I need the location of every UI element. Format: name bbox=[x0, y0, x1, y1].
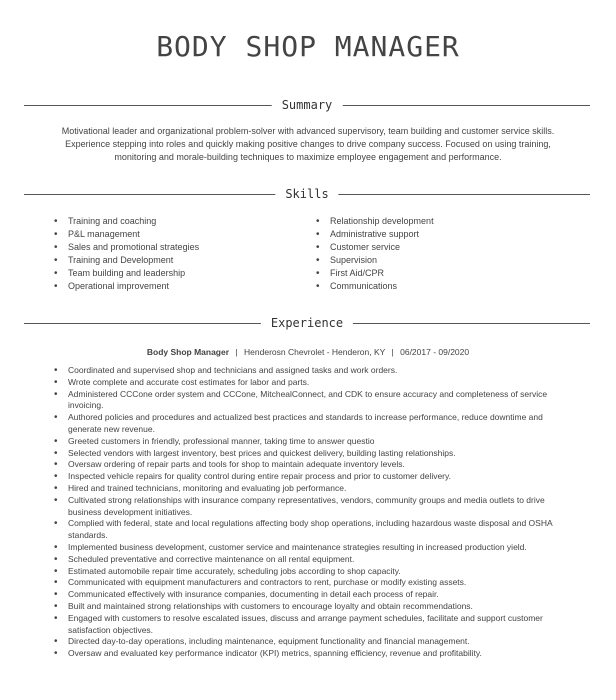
list-item: • Wrote complete and accurate cost estimates for labor and parts. bbox=[54, 377, 564, 389]
skill-item: • Supervision bbox=[316, 254, 434, 267]
skill-item: • P&L management bbox=[54, 228, 199, 241]
job-dates: 06/2017 - 09/2020 bbox=[400, 347, 470, 357]
skill-item: • Team building and leadership bbox=[54, 267, 199, 280]
experience-bullets bbox=[54, 365, 564, 660]
summary-section-header bbox=[24, 97, 590, 113]
resume-name: BODY SHOP MANAGER bbox=[156, 30, 460, 63]
list-item: • Scheduled preventative and corrective maintenance on all rental equipment. bbox=[54, 554, 564, 566]
list-item: • Complied with federal, state and local regulations affecting body shop operations, including hazardous waste disposal and OSHA standards. bbox=[54, 518, 564, 542]
summary-line: monitoring and morale-building techniques to maximize employee engagement and performance. bbox=[114, 152, 502, 162]
skills-section-header bbox=[24, 186, 590, 202]
skill-item: • First Aid/CPR bbox=[316, 267, 434, 280]
list-item: • Inspected vehicle repairs for quality control during entire repair process and prior to customer delivery. bbox=[54, 471, 564, 483]
section-title-summary: Summary bbox=[272, 97, 343, 113]
experience-section-header bbox=[24, 315, 590, 331]
list-item: • Selected vendors with largest inventory, best prices and quickest delivery, building lasting relationships. bbox=[54, 448, 564, 460]
list-item: • Built and maintained strong relationships with customers to encourage loyalty and obtain recommendations. bbox=[54, 601, 564, 613]
skill-item: • Communications bbox=[316, 280, 434, 293]
summary-line: Experience stepping into roles and quickly making positive changes to drive company success. Focused on using training, bbox=[65, 139, 551, 149]
list-item: • Communicated effectively with insurance companies, documenting in detail each process of repair. bbox=[54, 589, 564, 601]
list-item: • Coordinated and supervised shop and technicians and assigned tasks and work orders. bbox=[54, 365, 564, 377]
list-item: • Greeted customers in friendly, professional manner, taking time to answer questio bbox=[54, 436, 564, 448]
skill-item: • Sales and promotional strategies bbox=[54, 241, 199, 254]
list-item: • Oversaw ordering of repair parts and tools for shop to maintain adequate inventory levels. bbox=[54, 459, 564, 471]
skill-item: • Training and Development bbox=[54, 254, 199, 267]
skill-item: • Relationship development bbox=[316, 215, 434, 228]
list-item: • Cultivated strong relationships with insurance company representatives, vendors, community groups and media outlets to drive business development initiatives. bbox=[54, 495, 564, 519]
skill-item: • Training and coaching bbox=[54, 215, 199, 228]
skill-item: • Administrative support bbox=[316, 228, 434, 241]
list-item: • Administered CCCone order system and CCCone, MitchealConnect, and CDK to ensure accuracy and completeness of service invoicing. bbox=[54, 389, 564, 413]
separator: | bbox=[391, 347, 394, 357]
separator: | bbox=[235, 347, 238, 357]
list-item: • Hired and trained technicians, monitoring and evaluating job performance. bbox=[54, 483, 564, 495]
list-item: • Engaged with customers to resolve escalated issues, discuss and arrange payment schedules, facilitate and support customer satisfaction objectives. bbox=[54, 613, 564, 637]
list-item: • Directed day-to-day operations, including maintenance, equipment functionality and financial management. bbox=[54, 636, 564, 648]
list-item: • Communicated with equipment manufacturers and contractors to rent, purchase or modify existing assets. bbox=[54, 577, 564, 589]
list-item: • Authored policies and procedures and actualized best practices and standards to increase performance, reduce downtime and generate new revenue. bbox=[54, 412, 564, 436]
skills-list-right bbox=[316, 215, 434, 293]
section-title-skills: Skills bbox=[275, 186, 338, 202]
job-title: Body Shop Manager bbox=[146, 347, 230, 357]
skills-list-left bbox=[54, 215, 199, 293]
list-item: • Implemented business development, customer service and maintenance strategies resulting in increased production yield. bbox=[54, 542, 564, 554]
skill-item: • Operational improvement bbox=[54, 280, 199, 293]
summary-text bbox=[40, 125, 576, 164]
list-item: • Estimated automobile repair time accurately, scheduling jobs according to shop capacity. bbox=[54, 566, 564, 578]
job-company: Henderosn Chevrolet - Henderon, KY bbox=[244, 347, 386, 357]
summary-line: Motivational leader and organizational problem-solver with advanced supervisory, team building and customer service skills. bbox=[61, 126, 555, 136]
job-header bbox=[0, 347, 616, 357]
skill-item: • Customer service bbox=[316, 241, 434, 254]
section-title-experience: Experience bbox=[261, 315, 353, 331]
list-item: • Oversaw and evaluated key performance indicator (KPI) metrics, spanning efficiency, revenue and profitability. bbox=[54, 648, 564, 660]
